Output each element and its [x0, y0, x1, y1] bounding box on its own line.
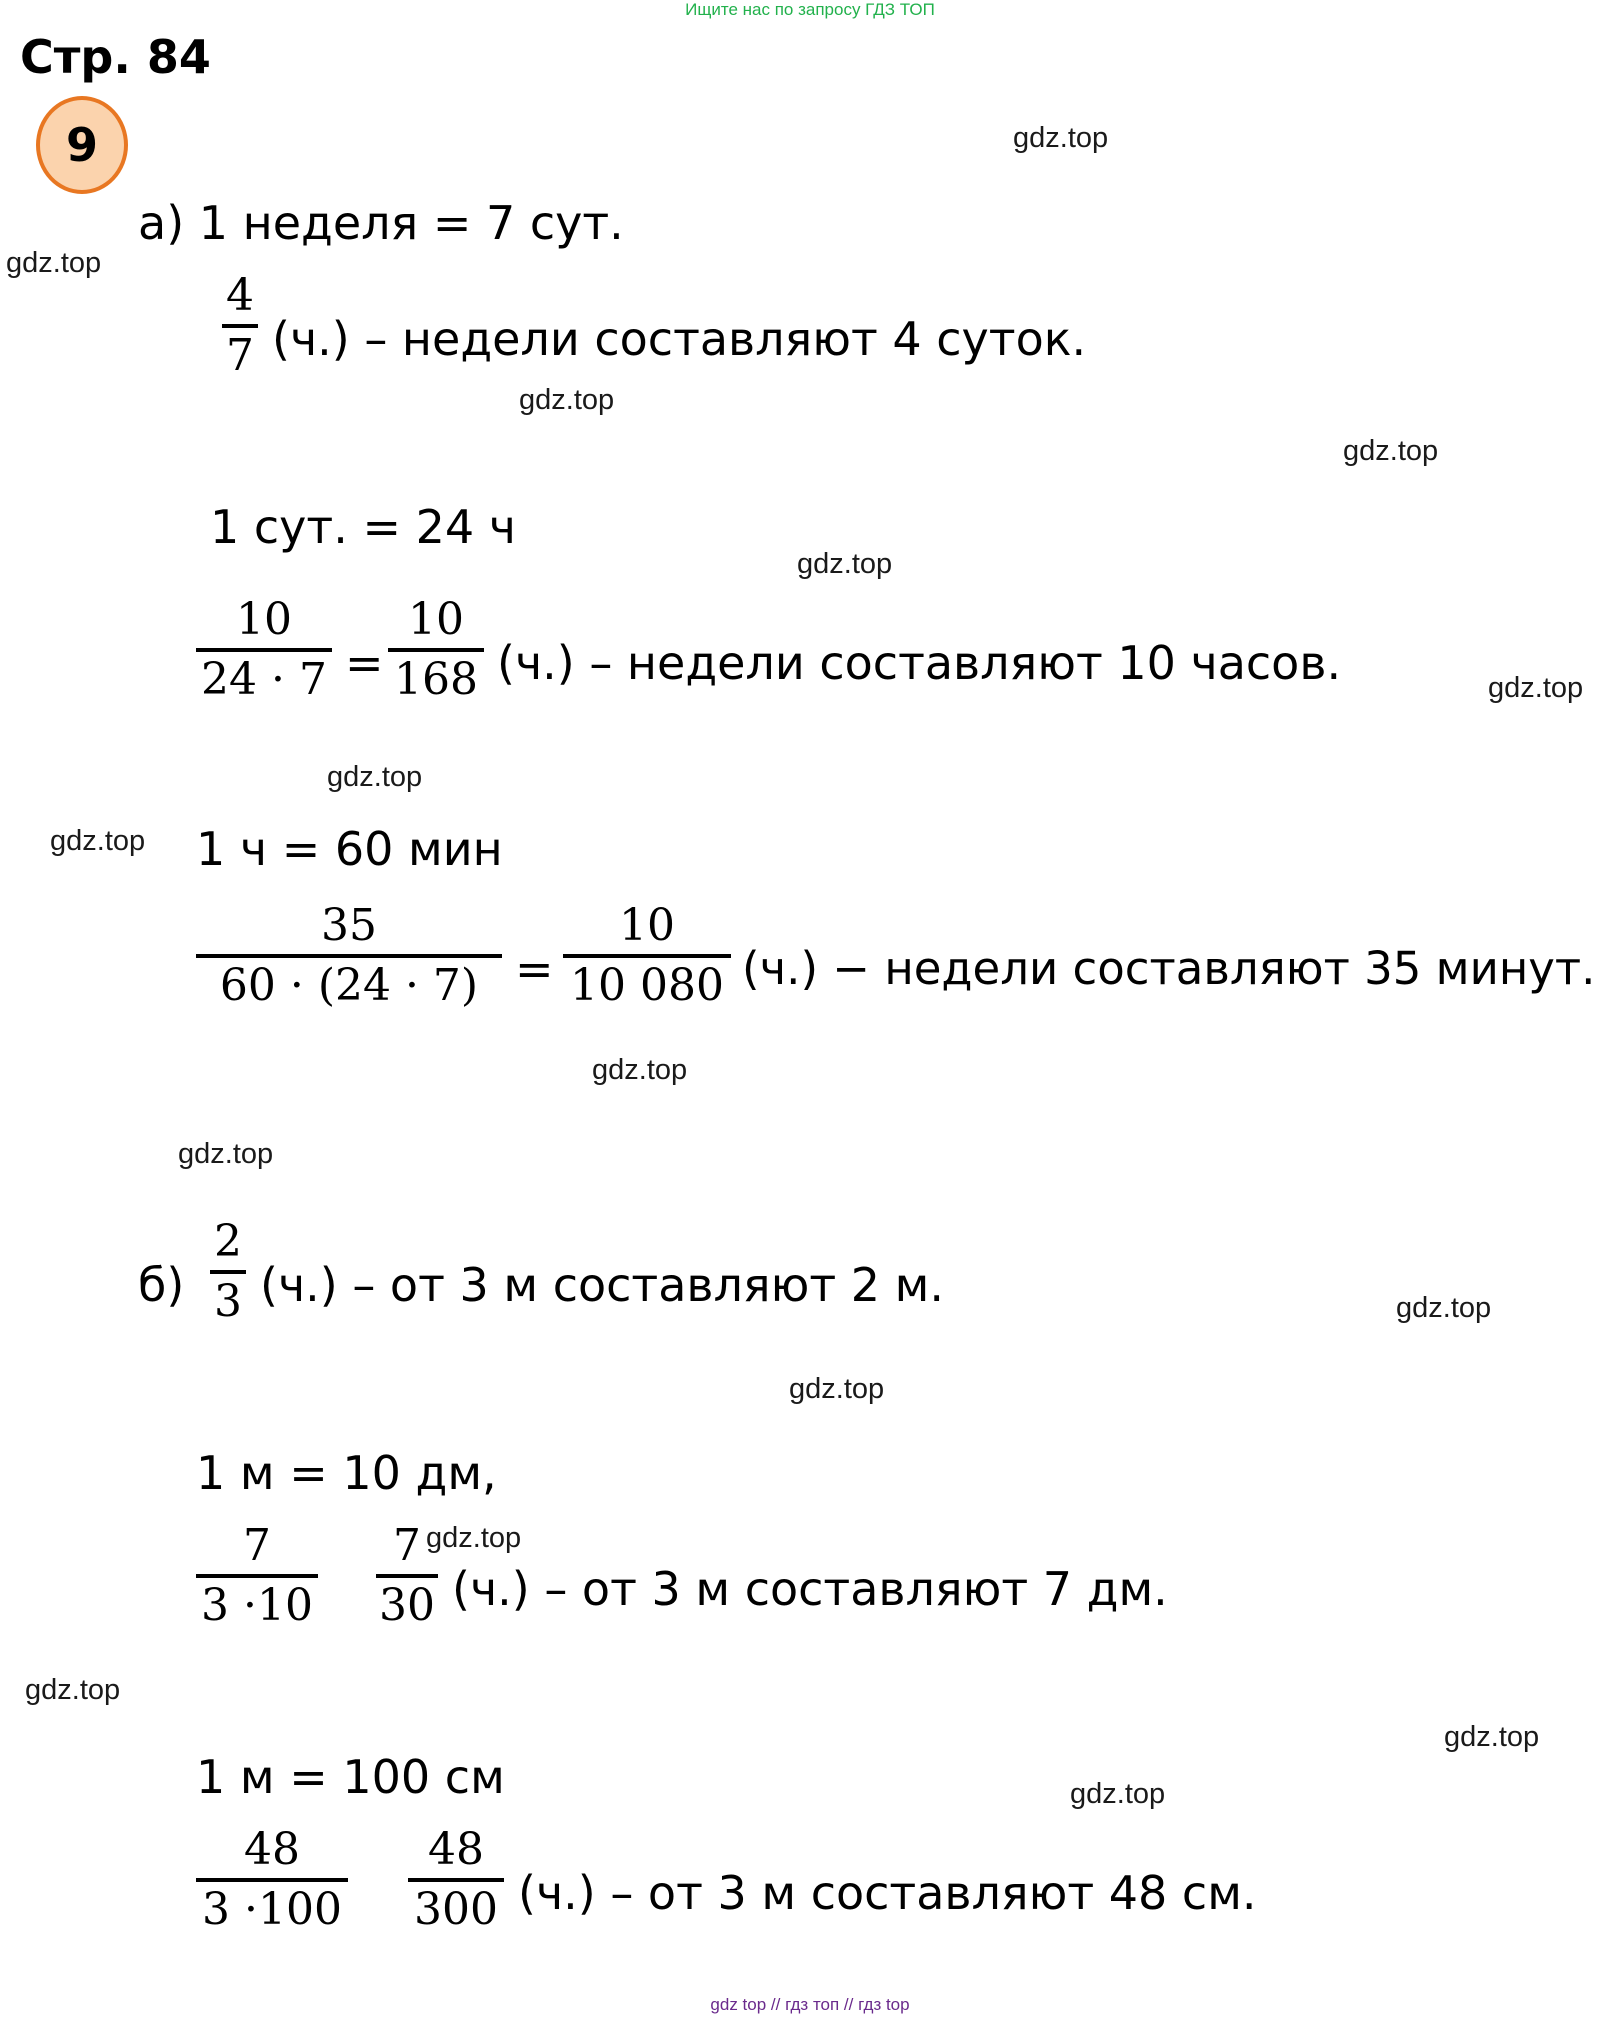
watermark: gdz.top [25, 1674, 121, 1706]
task-number-badge: 9 [36, 96, 128, 194]
fraction-35-60x24x7 [196, 898, 502, 1014]
fraction-4-7 [222, 268, 258, 384]
denominator: 60 · (24 · 7) [219, 960, 479, 1011]
watermark: gdz.top [1070, 1778, 1166, 1810]
denominator: 30 [379, 1580, 435, 1631]
page-title: Стр. 84 [20, 30, 211, 84]
part-b-text-1: (ч.) – от 3 м составляют 2 м. [260, 1258, 944, 1312]
part-b-text-3: (ч.) – от 3 м составляют 48 см. [518, 1866, 1257, 1920]
watermark: gdz.top [178, 1138, 274, 1170]
numerator: 10 [408, 594, 464, 645]
numerator: 35 [321, 900, 377, 951]
part-b-label: б) [138, 1258, 185, 1312]
denominator: 10 080 [570, 960, 724, 1011]
top-note: Ищите нас по запросу ГДЗ ТОП [685, 0, 935, 19]
fraction-7-3x10 [196, 1518, 318, 1634]
part-b-text-2: (ч.) – от 3 м составляют 7 дм. [452, 1562, 1168, 1616]
watermark: gdz.top [6, 247, 102, 279]
part-a-text-2: (ч.) – недели составляют 10 часов. [497, 636, 1342, 690]
numerator: 7 [393, 1520, 421, 1571]
equals-sign: = [515, 942, 554, 996]
numerator: 7 [243, 1520, 271, 1571]
fraction-48-300 [408, 1822, 504, 1938]
part-a-line-2: 1 сут. = 24 ч [210, 500, 516, 554]
watermark: gdz.top [426, 1522, 522, 1554]
numerator: 48 [428, 1824, 484, 1875]
watermark: gdz.top [1013, 122, 1109, 154]
part-a-text-1: (ч.) – недели составляют 4 суток. [272, 312, 1087, 366]
watermark: gdz.top [327, 761, 423, 793]
fraction-10-168 [388, 592, 484, 708]
denominator: 168 [394, 654, 478, 705]
part-b-line-2: 1 м = 10 дм, [196, 1446, 497, 1500]
watermark: gdz.top [797, 548, 893, 580]
fraction-10-24x7 [196, 592, 332, 708]
watermark: gdz.top [1343, 435, 1439, 467]
denominator: 24 · 7 [201, 654, 327, 705]
equals-sign: = [345, 636, 384, 690]
watermark: gdz.top [519, 384, 615, 416]
fraction-10-10080 [563, 898, 731, 1014]
watermark: gdz.top [789, 1373, 885, 1405]
part-a-line-3: 1 ч = 60 мин [196, 822, 503, 876]
denominator: 3 [214, 1276, 242, 1327]
part-a-line-1: а) 1 неделя = 7 сут. [138, 196, 624, 250]
denominator: 3 ·10 [201, 1580, 313, 1631]
numerator: 48 [244, 1824, 300, 1875]
numerator: 2 [214, 1216, 242, 1267]
fraction-2-3 [210, 1214, 246, 1330]
part-a-text-3: (ч.) − недели составляют 35 минут. [742, 942, 1596, 995]
numerator: 4 [226, 270, 254, 321]
watermark: gdz.top [1444, 1721, 1540, 1753]
fraction-48-3x100 [196, 1822, 348, 1938]
watermark: gdz.top [50, 825, 146, 857]
denominator: 300 [414, 1884, 498, 1935]
denominator: 3 ·100 [202, 1884, 342, 1935]
denominator: 7 [226, 330, 254, 381]
part-b-line-3: 1 м = 100 см [196, 1750, 505, 1804]
numerator: 10 [619, 900, 675, 951]
watermark: gdz.top [1488, 672, 1584, 704]
watermark: gdz.top [1396, 1292, 1492, 1324]
footer: gdz top // гдз топ // гдз top [710, 1995, 910, 2014]
fraction-7-30 [376, 1518, 438, 1634]
watermark: gdz.top [592, 1054, 688, 1086]
numerator: 10 [236, 594, 292, 645]
